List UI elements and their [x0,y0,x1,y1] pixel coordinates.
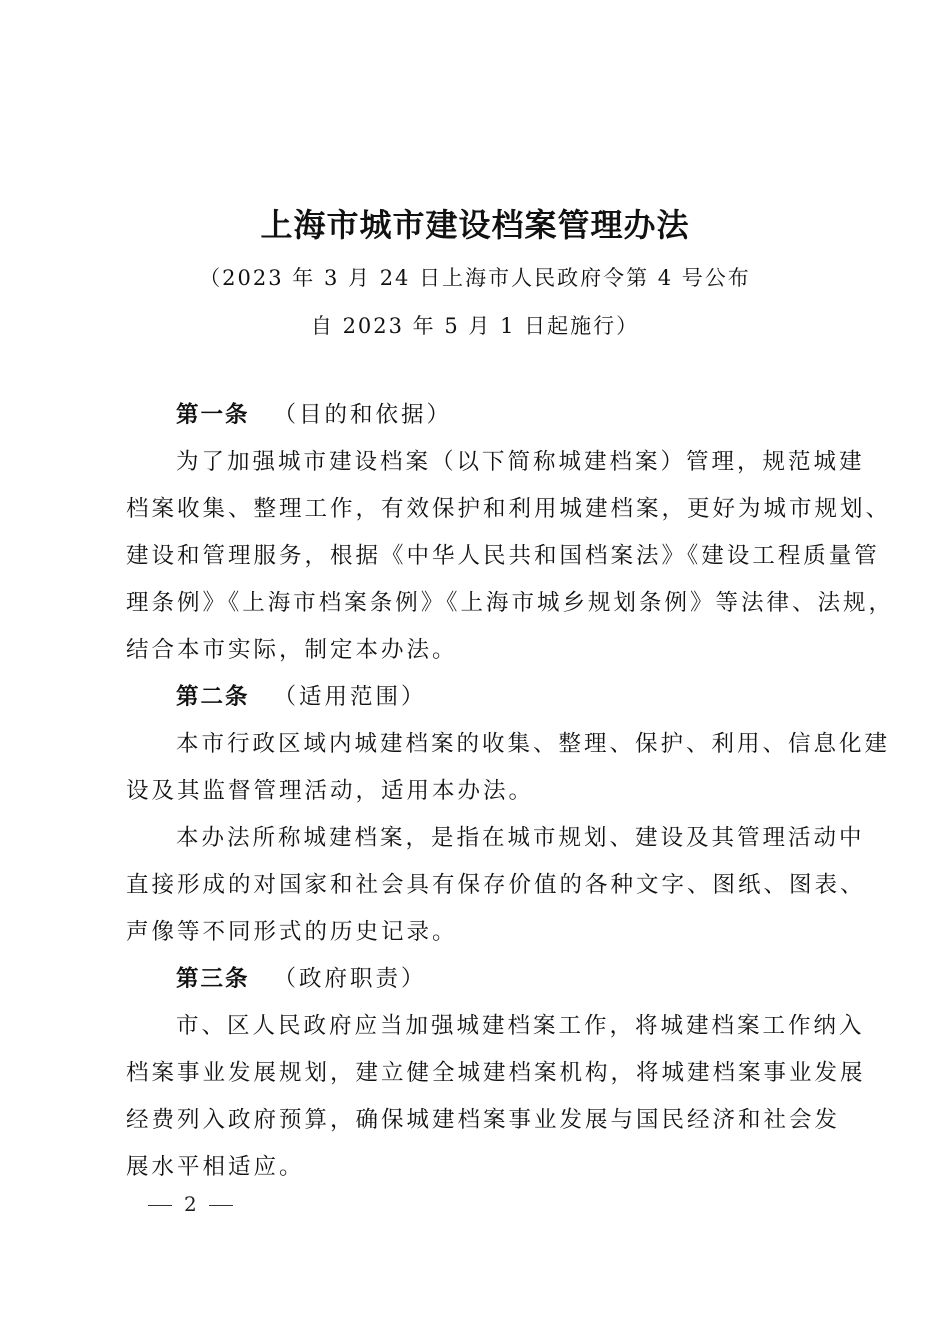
paragraph-line: 档案事业发展规划，建立健全城建档案机构，将城建档案事业发展 [126,1060,866,1086]
paragraph-line: 本市行政区域内城建档案的收集、整理、保护、利用、信息化建 [176,731,891,757]
paragraph-line: 声像等不同形式的历史记录。 [126,919,458,945]
article-topic: （适用范围） [273,684,427,710]
page-footer [148,1192,233,1216]
article-topic: （政府职责） [273,966,427,992]
footer-dash-left [148,1205,172,1206]
paragraph-line: 经费列入政府预算，确保城建档案事业发展与国民经济和社会发 [126,1107,841,1133]
document-title: 上海市城市建设档案管理办法 [260,206,690,244]
article-3-heading [126,956,826,1003]
document-body [126,392,895,1191]
document-subtitle-line2: 自 2023 年 5 月 1 日起施行） [310,314,640,338]
page-number: 2 [184,1192,197,1216]
article-number: 第二条 [176,684,250,710]
paragraph-line: 结合本市实际，制定本办法。 [126,637,458,663]
paragraph-line: 直接形成的对国家和社会具有保存价值的各种文字、图纸、图表、 [126,872,866,898]
paragraph-line: 建设和管理服务，根据《中华人民共和国档案法》《建设工程质量管 [126,543,880,569]
document-subtitle-line1: （2023 年 3 月 24 日上海市人民政府令第 4 号公布 [199,266,751,290]
paragraph-line: 本办法所称城建档案，是指在城市规划、建设及其管理活动中 [176,825,865,851]
article-1-heading [126,392,826,439]
footer-dash-right [209,1205,233,1206]
paragraph-line: 市、区人民政府应当加强城建档案工作，将城建档案工作纳入 [176,1013,865,1039]
article-topic: （目的和依据） [273,402,453,428]
paragraph-line: 展水平相适应。 [126,1154,305,1180]
article-number: 第三条 [176,966,250,992]
paragraph-line: 为了加强城市建设档案（以下简称城建档案）管理，规范城建 [176,449,865,475]
paragraph-line: 设及其监督管理活动，适用本办法。 [126,778,535,804]
article-2-heading [126,674,826,721]
paragraph-line: 理条例》《上海市档案条例》《上海市城乡规划条例》等法律、法规， [126,590,895,616]
article-number: 第一条 [176,402,250,428]
paragraph-line: 档案收集、整理工作，有效保护和利用城建档案，更好为城市规划、 [126,496,892,522]
